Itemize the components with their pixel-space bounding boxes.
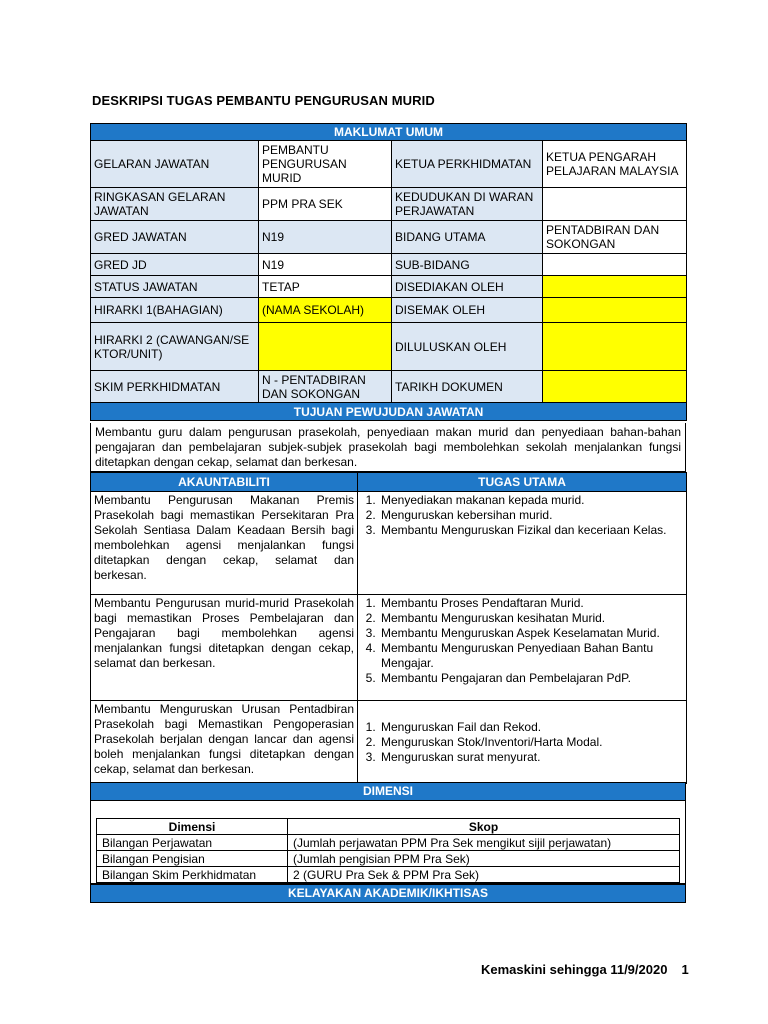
section-header-akauntabiliti: AKAUNTABILITI (91, 473, 358, 492)
ringkasan-gelaran-value: PPM PRA SEK (259, 188, 392, 221)
skim-perkhidmatan-value: N - PENTADBIRAN DAN SOKONGAN (259, 371, 392, 403)
tugas-item: 1. Membantu Proses Pendaftaran Murid. (379, 596, 683, 611)
tugas-item: 2. Membantu Menguruskan kesihatan Murid. (379, 611, 683, 626)
status-jawatan-label: STATUS JAWATAN (91, 276, 259, 298)
sub-bidang-label: SUB-BIDANG (392, 254, 543, 276)
akauntabiliti-item: Membantu Pengurusan Makanan Premis Prasekolah bagi memastikan Persekitaran Pra Sekolah Sentiasa Dalam Keadaan Bersih bagi membolehkan agensi menjalankan fungsi ditetapkan dengan cekap, selamat dan berkesan. (91, 492, 358, 595)
sub-bidang-value (543, 254, 687, 276)
hirarki-1-value: (NAMA SEKOLAH) (259, 298, 392, 323)
dimensi-cell: Bilangan Pengisian (97, 851, 288, 867)
tugas-item: 4. Membantu Menguruskan Penyediaan Bahan Bantu Mengajar. (379, 641, 683, 671)
gelaran-jawatan-value: PEMBANTU PENGURUSAN MURID (259, 141, 392, 188)
kedudukan-waran-label: KEDUDUKAN DI WARAN PERJAWATAN (392, 188, 543, 221)
gred-jawatan-value: N19 (259, 221, 392, 254)
kedudukan-waran-value (543, 188, 687, 221)
skop-cell: (Jumlah pengisian PPM Pra Sek) (288, 851, 680, 867)
gred-jd-value: N19 (259, 254, 392, 276)
dimensi-table (96, 818, 680, 883)
hirarki-2-label: HIRARKI 2 (CAWANGAN/SEKTOR/UNIT) (91, 323, 259, 371)
tarikh-dokumen-value (543, 371, 687, 403)
tugas-item: 2. Menguruskan kebersihan murid. (379, 508, 683, 523)
skop-cell: (Jumlah perjawatan PPM Pra Sek mengikut sijil perjawatan) (288, 835, 680, 851)
status-jawatan-value: TETAP (259, 276, 392, 298)
akauntabiliti-table (90, 472, 687, 784)
tugas-utama-list (358, 492, 687, 595)
tugas-item: 3. Membantu Menguruskan Aspek Keselamatan Murid. (379, 626, 683, 641)
section-header-tujuan: TUJUAN PEWUJUDAN JAWATAN (91, 403, 687, 421)
page-number: 1 (681, 962, 689, 977)
maklumat-umum-table (90, 123, 687, 421)
bidang-utama-label: BIDANG UTAMA (392, 221, 543, 254)
bidang-utama-value: PENTADBIRAN DAN SOKONGAN (543, 221, 687, 254)
tugas-item: 3. Menguruskan surat menyurat. (379, 750, 683, 765)
hirarki-1-label: HIRARKI 1(BAHAGIAN) (91, 298, 259, 323)
hirarki-2-value (259, 323, 392, 371)
tugas-item: 2. Menguruskan Stok/Inventori/Harta Modal. (379, 735, 683, 750)
last-updated-text: Kemaskini sehingga 11/9/2020 (481, 962, 668, 977)
section-header-dimensi: DIMENSI (90, 782, 686, 801)
ketua-perkhidmatan-value: KETUA PENGARAH PELAJARAN MALAYSIA (543, 141, 687, 188)
diluluskan-oleh-label: DILULUSKAN OLEH (392, 323, 543, 371)
section-header-maklumat-umum: MAKLUMAT UMUM (91, 124, 687, 141)
ringkasan-gelaran-label: RINGKASAN GELARAN JAWATAN (91, 188, 259, 221)
tugas-item: 5. Membantu Pengajaran dan Pembelajaran PdP. (379, 671, 683, 686)
gelaran-jawatan-label: GELARAN JAWATAN (91, 141, 259, 188)
tujuan-paragraph: Membantu guru dalam pengurusan prasekolah, penyediaan makan murid dan penyediaan bahan-bahan pengajaran dan pembelajaran subjek-subjek prasekolah bagi membolehkan sekolah menjalankan fungsi ditetapkan dengan cekap, selamat dan berkesan. (90, 423, 686, 472)
tugas-item: 1. Menguruskan Fail dan Rekod. (379, 720, 683, 735)
document-title: DESKRIPSI TUGAS PEMBANTU PENGURUSAN MURID (92, 93, 435, 108)
diluluskan-oleh-value (543, 323, 687, 371)
akauntabiliti-item: Membantu Menguruskan Urusan Pentadbiran Prasekolah bagi Memastikan Pengoperasian Prasekolah berjalan dengan lancar dan agensi boleh menjalankan fungsi ditetapkan dengan cekap, selamat dan berkesan. (91, 701, 358, 784)
dimensi-cell: Bilangan Perjawatan (97, 835, 288, 851)
gred-jawatan-label: GRED JAWATAN (91, 221, 259, 254)
tugas-utama-list (358, 701, 687, 784)
dimensi-column-header: Dimensi (97, 819, 288, 835)
dimensi-cell: Bilangan Skim Perkhidmatan (97, 867, 288, 883)
disediakan-oleh-value (543, 276, 687, 298)
disemak-oleh-label: DISEMAK OLEH (392, 298, 543, 323)
section-header-tugas-utama: TUGAS UTAMA (358, 473, 687, 492)
akauntabiliti-item: Membantu Pengurusan murid-murid Prasekolah bagi memastikan Proses Pembelajaran dan Pengajaran bagi membolehkan agensi menjalankan fungsi ditetapkan dengan cekap, selamat dan berkesan. (91, 595, 358, 701)
skim-perkhidmatan-label: SKIM PERKHIDMATAN (91, 371, 259, 403)
disediakan-oleh-label: DISEDIAKAN OLEH (392, 276, 543, 298)
disemak-oleh-value (543, 298, 687, 323)
tugas-item: 3. Membantu Menguruskan Fizikal dan keceriaan Kelas. (379, 523, 683, 538)
tugas-utama-list (358, 595, 687, 701)
tugas-item: 1. Menyediakan makanan kepada murid. (379, 493, 683, 508)
ketua-perkhidmatan-label: KETUA PERKHIDMATAN (392, 141, 543, 188)
tarikh-dokumen-label: TARIKH DOKUMEN (392, 371, 543, 403)
skop-column-header: Skop (288, 819, 680, 835)
gred-jd-label: GRED JD (91, 254, 259, 276)
section-header-kelayakan: KELAYAKAN AKADEMIK/IKHTISAS (90, 884, 686, 903)
page-footer (481, 962, 689, 977)
skop-cell: 2 (GURU Pra Sek & PPM Pra Sek) (288, 867, 680, 883)
